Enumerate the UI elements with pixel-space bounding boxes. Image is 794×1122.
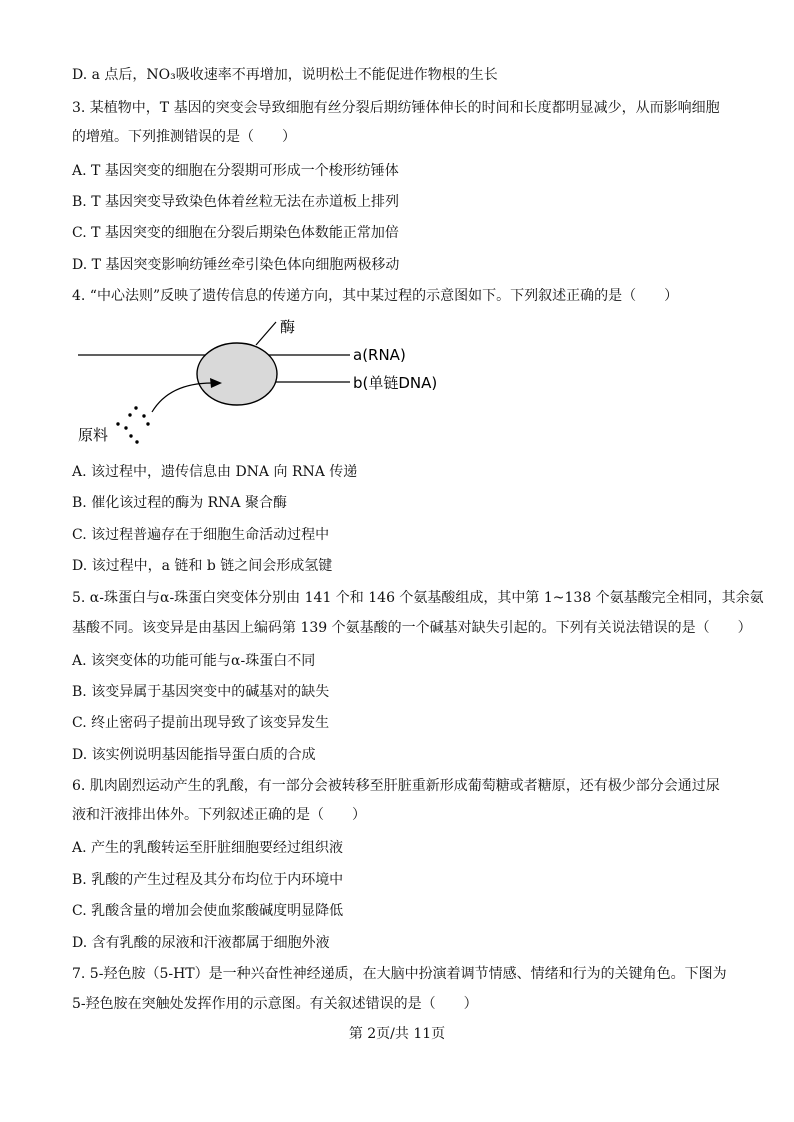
q6-option-b: B. 乳酸的产生过程及其分布均位于内环境中 [72,872,344,888]
q5-option-d: D. 该实例说明基因能指导蛋白质的合成 [72,747,316,763]
strand-a-label: a(RNA) [353,346,406,364]
q7-stem-line2: 5-羟色胺在突触处发挥作用的示意图。有关叙述错误的是（ ） [72,996,478,1012]
q2-option-d: D. a 点后，NO₃吸收速率不再增加，说明松土不能促进作物根的生长 [72,67,498,83]
enzyme-label: 酶 [280,318,296,336]
q3-option-d: D. T 基因突变影响纺锤丝牵引染色体向细胞两极移动 [72,257,400,273]
q6-option-c: C. 乳酸含量的增加会使血浆酸碱度明显降低 [72,903,344,919]
q3-stem-line2: 的增殖。下列推测错误的是（ ） [72,129,296,145]
raw-material-dots [116,406,149,443]
transcription-diagram [70,312,490,452]
q4-option-a: A. 该过程中，遗传信息由 DNA 向 RNA 传递 [72,464,358,480]
q6-option-d: D. 含有乳酸的尿液和汗液都属于细胞外液 [72,935,330,951]
q4-stem: 4. “中心法则”反映了遗传信息的传递方向，其中某过程的示意图如下。下列叙述正确的是（ ） [72,288,679,304]
strand-b-label: b(单链DNA) [353,374,438,392]
q5-option-c: C. 终止密码子提前出现导致了该变异发生 [72,715,330,731]
q5-stem-line2: 基酸不同。该变异是由基因上编码第 139 个氨基酸的一个碱基对缺失引起的。下列有关说法错误的是（ ） [72,620,752,636]
q4-option-b: B. 催化该过程的酶为 RNA 聚合酶 [72,495,287,511]
q4-option-c: C. 该过程普遍存在于细胞生命活动过程中 [72,527,330,543]
q3-stem-line1: 3. 某植物中，T 基因的突变会导致细胞有丝分裂后期纺锤体伸长的时间和长度都明显减少，从而影响细胞 [72,100,720,116]
raw-material-label: 原料 [78,426,109,444]
enzyme-ellipse [197,343,277,405]
q3-option-c: C. T 基因突变的细胞在分裂后期染色体数能正常加倍 [72,225,399,241]
q4-option-d: D. 该过程中，a 链和 b 链之间会形成氢键 [72,558,333,574]
diagram-svg [70,312,490,452]
q5-option-a: A. 该突变体的功能可能与α-珠蛋白不同 [72,653,316,669]
q6-stem-line2: 液和汗液排出体外。下列叙述正确的是（ ） [72,807,366,823]
page-number-footer: 第 2页/共 11页 [348,1026,446,1042]
q5-stem-line1: 5. α-珠蛋白与α-珠蛋白突变体分别由 141 个和 146 个氨基酸组成，其中第 1~138 个氨基酸完全相同，其余氨 [72,590,764,606]
q6-option-a: A. 产生的乳酸转运至肝脏细胞要经过组织液 [72,840,344,856]
q6-stem-line1: 6. 肌肉剧烈运动产生的乳酸，有一部分会被转移至肝脏重新形成葡萄糖或者糖原，还有极少部分会通过尿 [72,778,720,794]
enzyme-pointer [256,322,276,345]
q5-option-b: B. 该变异属于基因突变中的碱基对的缺失 [72,684,330,700]
q7-stem-line1: 7. 5-羟色胺（5-HT）是一种兴奋性神经递质，在大脑中扮演着调节情感、情绪和行为的关键角色。下图为 [72,966,727,982]
q3-option-a: A. T 基因突变的细胞在分裂期可形成一个梭形纺锤体 [72,163,399,179]
q3-option-b: B. T 基因突变导致染色体着丝粒无法在赤道板上排列 [72,194,399,210]
